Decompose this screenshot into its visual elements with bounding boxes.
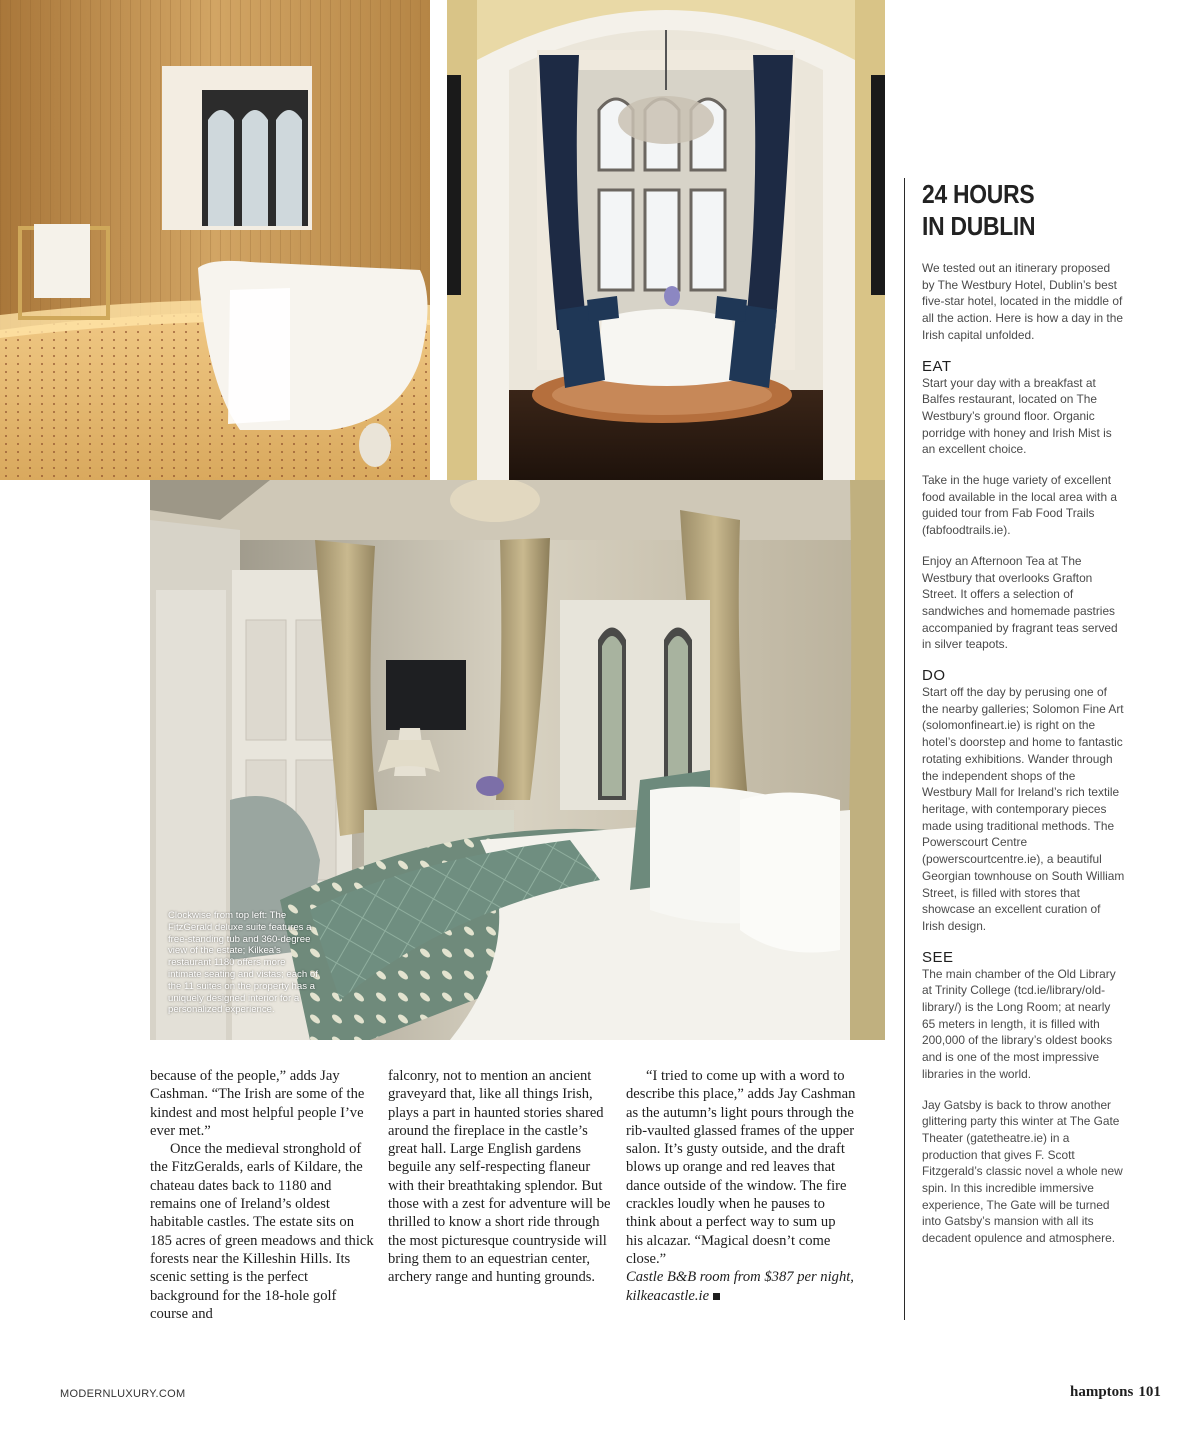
credit-text: Castle B&B room from $387 per night, kilkeacastle.ie bbox=[626, 1269, 854, 1304]
do-paragraph: Start off the day by perusing one of the nearby galleries; Solomon Fine Art (solomonfineart.ie) is right on the hotel’s doorstep and home to fantastic rotating exhibitions. Wander through the independent shops of the Westbury Mall for Ireland’s rich textile heritage, with contemporary pieces made using traditional methods. The Powerscourt Centre (powerscourtcentre.ie), a beautiful Georgian townhouse on South William Street, is filled with stores that showcase an excellent curation of Irish design. bbox=[922, 685, 1125, 933]
sidebar-24-hours-dublin bbox=[904, 178, 1125, 1320]
photo-dining-room bbox=[447, 0, 885, 480]
article-credit bbox=[626, 1268, 856, 1305]
dining-illustration bbox=[447, 0, 885, 480]
section-heading-eat: EAT bbox=[922, 357, 952, 375]
article-column-1 bbox=[150, 1067, 375, 1323]
article-paragraph: falconry, not to mention an ancient graveyard that, like all things Irish, plays a part in haunted stories shared around the fireplace in the castle’s great hall. Large English gardens beguile any self-respecting flaneur with their breathtaking splendor. But those with a zest for adventure will be thrilled to know a short ride through the most picturesque countryside will bring them to an equestrian center, archery range and hunting grounds. bbox=[388, 1068, 611, 1286]
footer-folio bbox=[1070, 1384, 1161, 1401]
see-paragraph: Jay Gatsby is back to throw another glittering party this winter at The Gate Theater (gatetheatre.ie) in a production that gives F. Scott Fitzgerald’s classic novel a whole new spin. In this incredible immersive experience, The Gate will be turned into Gatsby’s mansion with all its decadent opulence and atmosphere. bbox=[922, 1097, 1123, 1246]
photo-caption: Clockwise from top left: The FitzGerald deluxe suite features a free-standing tub and 360-degree view of the estate; Kilkea's restaurant 1180 offers more intimate seating and vistas; each of the 11 suites on the property has a uniquely designed interior for a personalized experience. bbox=[168, 910, 318, 1016]
footer-site-url: MODERNLUXURY.COM bbox=[60, 1388, 186, 1400]
end-mark-icon bbox=[713, 1293, 720, 1300]
article-paragraph: because of the people,” adds Jay Cashman. “The Irish are some of the kindest and most helpful people I’ve ever met.” bbox=[150, 1068, 365, 1139]
eat-paragraph: Enjoy an Afternoon Tea at The Westbury that overlooks Grafton Street. It offers a selection of sandwiches and homemade pastries accompanied by fragrant teas served in silver teapots. bbox=[922, 553, 1118, 652]
section-heading-see: SEE bbox=[922, 948, 954, 966]
article-column-3 bbox=[626, 1067, 856, 1305]
footer-magazine-name: hamptons bbox=[1070, 1384, 1134, 1400]
photo-bath-tub bbox=[0, 0, 430, 480]
bath-illustration bbox=[0, 0, 430, 480]
sidebar-intro: We tested out an itinerary proposed by The Westbury Hotel, Dublin’s best five-star hotel, located in the middle of all the action. Here is how a day in the Irish capital unfolded. bbox=[922, 261, 1123, 342]
article-paragraph: “I tried to come up with a word to describe this place,” adds Jay Cashman as the autumn’s light pours through the rib-vaulted glassed frames of the upper salon. It’s gusty outside, and the draft blows up orange and red leaves that dance outside of the window. The fire crackles loudly when he pauses to think about a perfect way to sum up his alcazar. “Magical doesn’t come close.” bbox=[626, 1068, 856, 1267]
sidebar-title-line2: IN DUBLIN bbox=[922, 211, 1036, 241]
sidebar-title-line1: 24 HOURS bbox=[922, 179, 1035, 209]
article-paragraph: Once the medieval stronghold of the FitzGeralds, earls of Kildare, the chateau dates back to 1180 and remains one of Ireland’s oldest habitable castles. The estate sits on 185 acres of green meadows and thick forests near the Killeshin Hills. Its scenic setting is the perfect background for the 18-hole golf course and bbox=[150, 1141, 374, 1322]
eat-paragraph: Start your day with a breakfast at Balfes restaurant, located on The Westbury’s ground floor. Organic porridge with honey and Irish Mist is an excellent choice. bbox=[922, 375, 1112, 457]
page-number: 101 bbox=[1138, 1384, 1161, 1400]
article-column-2 bbox=[388, 1067, 613, 1287]
see-paragraph: The main chamber of the Old Library at Trinity College (tcd.ie/library/old-library/) is the Long Room; at nearly 65 meters in length, it is filled with 200,000 of the library’s oldest books and is one of the most impressive libraries in the world. bbox=[922, 966, 1116, 1081]
section-heading-do: DO bbox=[922, 667, 946, 685]
eat-paragraph: Take in the huge variety of excellent food available in the local area with a guided tour from Fab Food Trails (fabfoodtrails.ie). bbox=[922, 473, 1117, 538]
sidebar-title bbox=[922, 178, 1124, 242]
